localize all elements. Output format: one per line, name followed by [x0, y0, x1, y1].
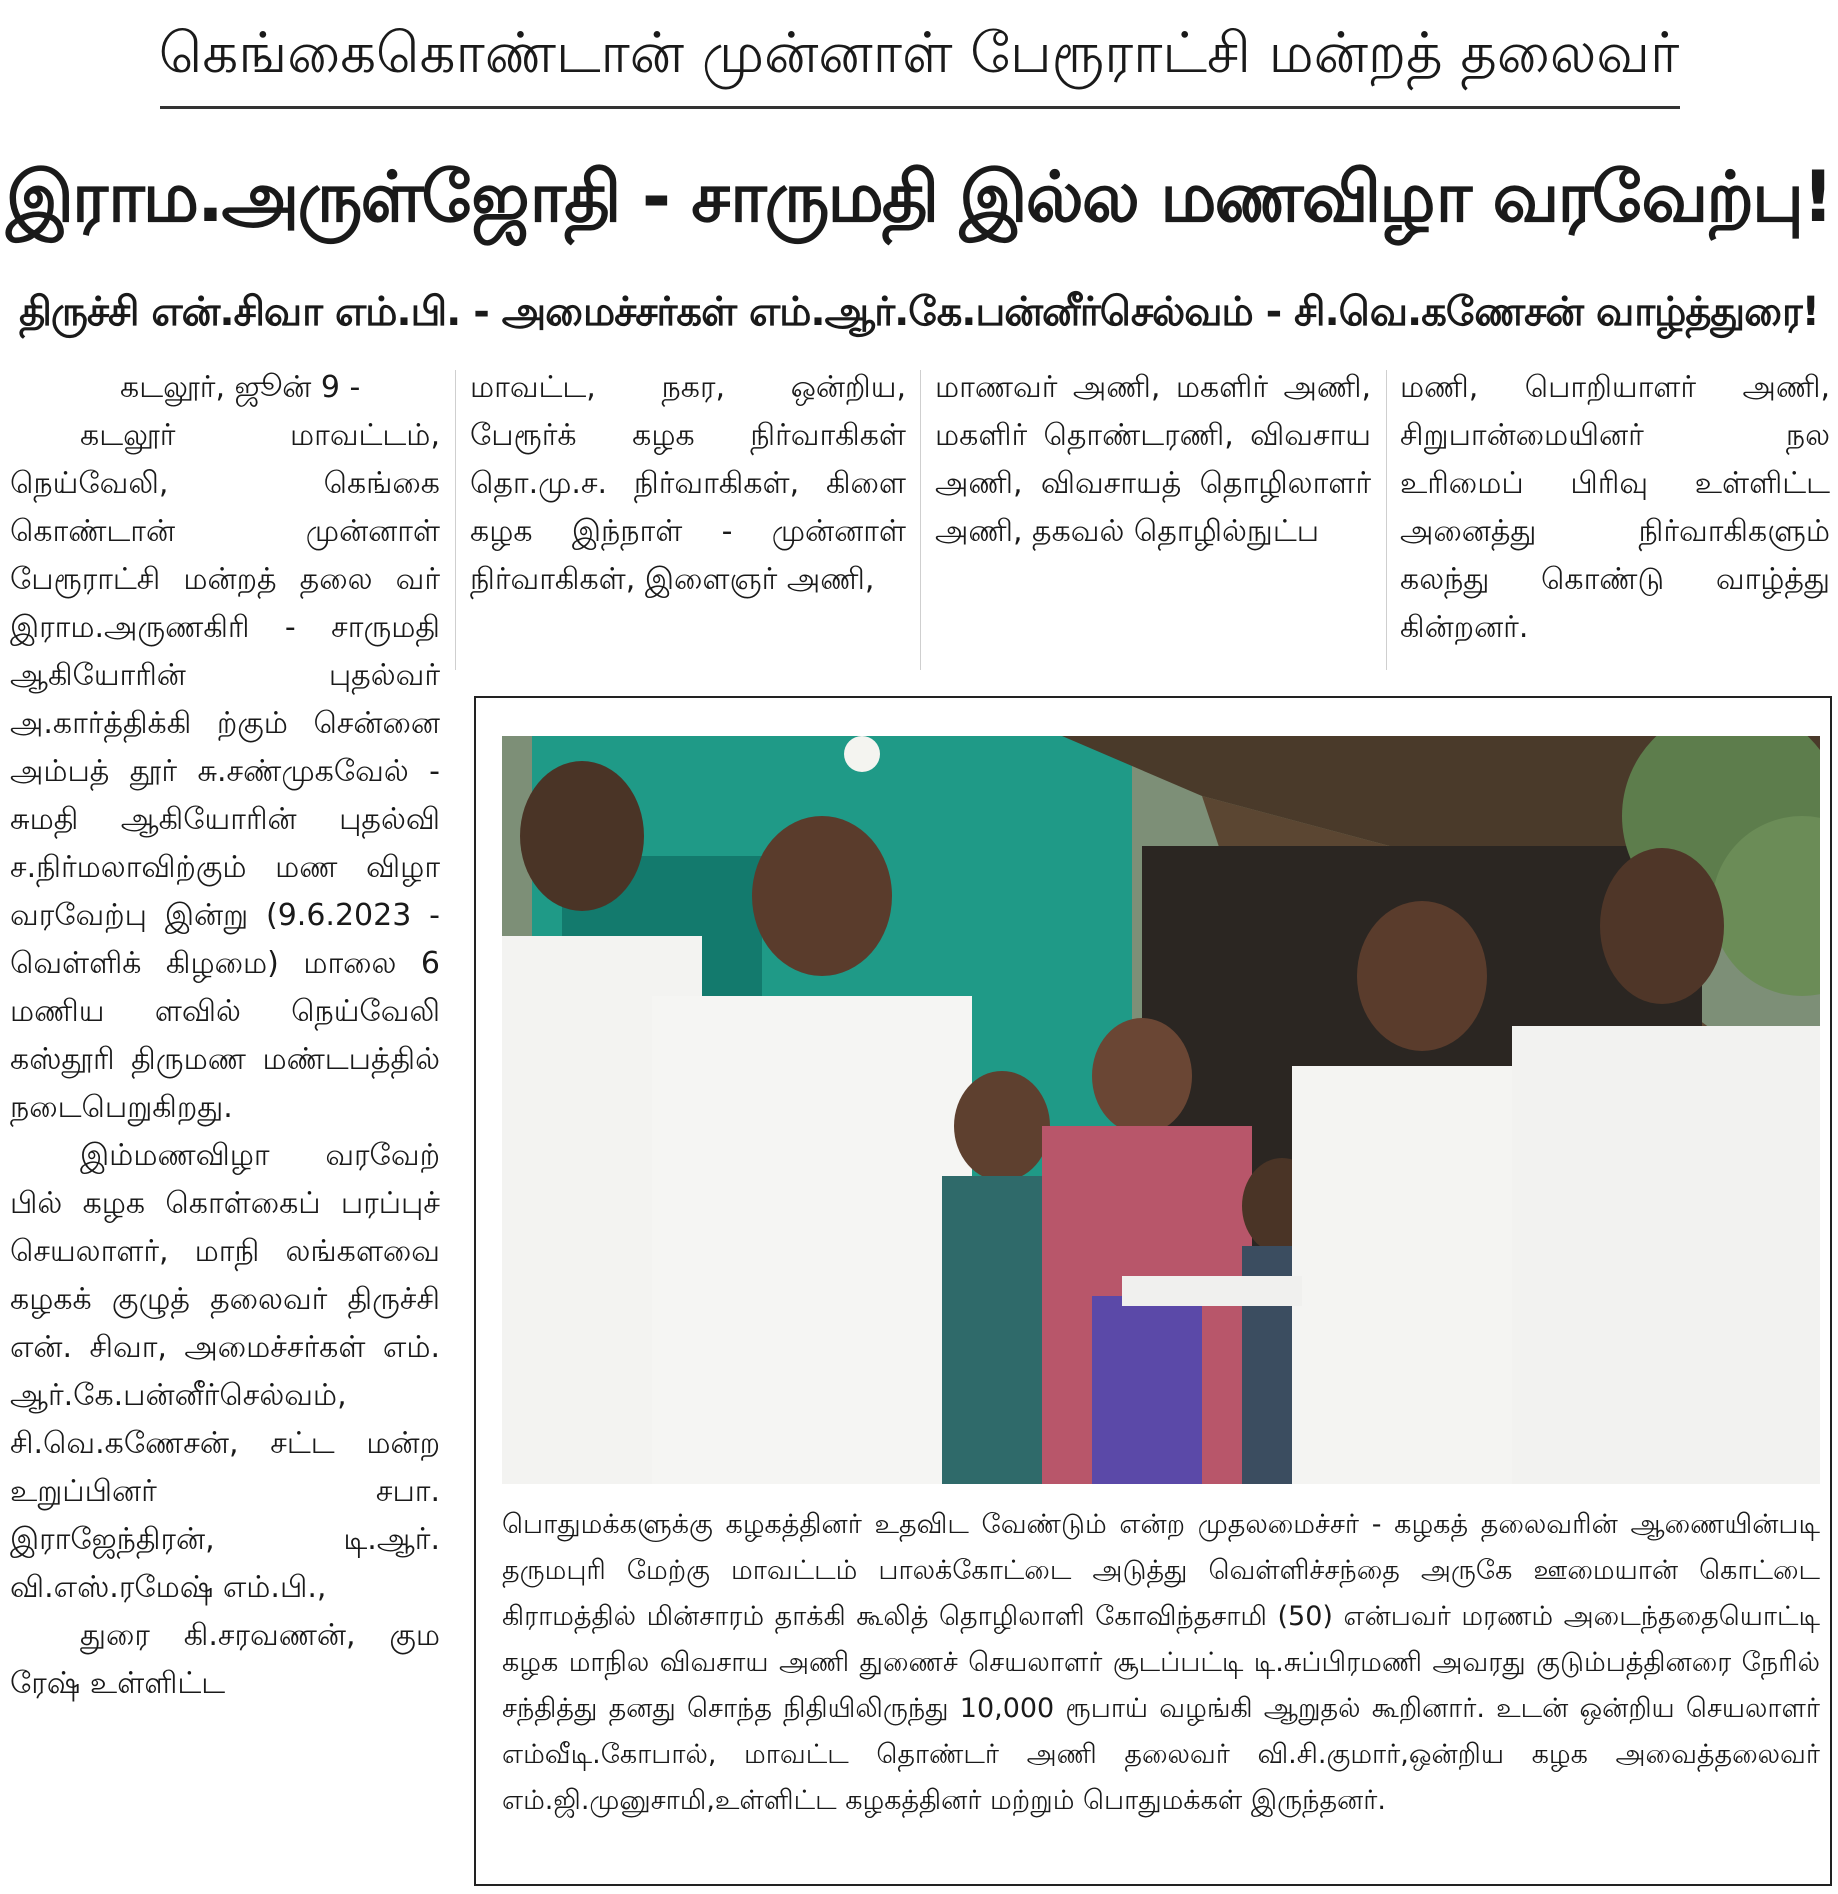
photo-caption	[502, 1502, 1820, 1872]
article-column-1	[10, 364, 440, 1884]
article-paragraph-3: துரை கி.சரவணன், கும ரேஷ் உள்ளிட்ட	[10, 1618, 440, 1701]
column-divider	[1386, 370, 1387, 670]
article-paragraph-1: கடலூர் மாவட்டம், நெய்வேலி, கெங்கை கொண்டான் முன்னாள் பேரூராட்சி மன்றத் தலை வர் இராம.அருணகிரி - சாருமதி ஆகியோரின் புதல்வர் அ.கார்த்திக்கி ற்கும் சென்னை அம்பத் தூர் சு.சண்முகவேல் - சுமதி ஆகியோரின் புதல்வி ச.நிர்மலாவிற்கும் மண விழா வரவேற்பு இன்று (9.6.2023 - வெள்ளிக் கிழமை) மாலை 6 மணிய ளவில் நெய்வேலி கஸ்தூரி திருமண மண்டபத்தில் நடைபெறுகிறது.	[10, 418, 440, 1125]
headline: இராம.அருள்ஜோதி - சாருமதி இல்ல மணவிழா வரவேற்பு!	[5, 156, 1833, 238]
column-divider	[455, 370, 456, 670]
news-photo	[502, 736, 1820, 1484]
kicker-rule	[160, 106, 1680, 109]
article-column-2	[470, 364, 906, 664]
subheadline: திருச்சி என்.சிவா எம்.பி. - அமைச்சர்கள் எம்.ஆர்.கே.பன்னீர்செல்வம் - சி.வெ.கணேசன் வாழ்த்துரை!	[19, 289, 1819, 335]
article-dateline: கடலூர், ஜூன் 9 -	[120, 370, 361, 405]
photo-caption-text: பொதுமக்களுக்கு கழகத்தினர் உதவிட வேண்டும் என்ற முதலமைச்சர் - கழகத் தலைவரின் ஆணையின்படி தருமபுரி மேற்கு மாவட்டம் பாலக்கோட்டை அடுத்து வெள்ளிச்சந்தை அருகே ஊமையான் கொட்டை கிராமத்தில் மின்சாரம் தாக்கி கூலித் தொழிலாளி கோவிந்தசாமி (50) என்பவர் மரணம் அடைந்ததையொட்டி கழக மாநில விவசாய அணி துணைச் செயலாளர் சூடப்பட்டி டி.சுப்பிரமணி அவரது குடும்பத்தினரை நேரில் சந்தித்து தனது சொந்த நிதியிலிருந்து 10,000 ரூபாய் வழங்கி ஆறுதல் கூறினார். உடன் ஒன்றிய செயலாளர் எம்வீடி.கோபால், மாவட்ட தொண்டர் அணி தலைவர் வி.சி.குமார்,ஒன்றிய கழக அவைத்தலைவர் எம்.ஜி.முனுசாமி,உள்ளிட்ட கழகத்தினர் மற்றும் பொதுமக்கள் இருந்தனர்.	[502, 1509, 1820, 1816]
article-column-2-text: மாவட்ட, நகர, ஒன்றிய, பேரூர்க் கழக நிர்வாகிகள் தொ.மு.ச. நிர்வாகிகள், கிளை கழக இந்நாள் - முன்னாள் நிர்வாகிகள், இளைஞர் அணி,	[470, 370, 906, 597]
article-column-3-text: மாணவர் அணி, மகளிர் அணி, மகளிர் தொண்டரணி, விவசாய அணி, விவசாயத் தொழிலாளர் அணி, தகவல் தொழில்நுட்ப	[935, 370, 1371, 549]
article-column-3	[935, 364, 1371, 664]
article-column-4-text: மணி, பொறியாளர் அணி, சிறுபான்மையினர் நல உரிமைப் பிரிவு உள்ளிட்ட அனைத்து நிர்வாகிகளும் கலந்து கொண்டு வாழ்த்து கின்றனர்.	[1400, 370, 1830, 645]
column-divider	[920, 370, 921, 670]
article-column-4	[1400, 364, 1830, 664]
kicker-title: கெங்கைகொண்டான் முன்னாள் பேரூராட்சி மன்றத் தலைவர்	[158, 21, 1680, 86]
article-paragraph-2: இம்மணவிழா வரவேற் பில் கழக கொள்கைப் பரப்புச் செயலாளர், மாநி லங்களவை கழகக் குழுத் தலைவர் திருச்சி என். சிவா, அமைச்சர்கள் எம். ஆர்.கே.பன்னீர்செல்வம், சி.வெ.கணேசன், சட்ட மன்ற உறுப்பினர் சபா. இராஜேந்திரன், டி.ஆர். வி.எஸ்.ரமேஷ் எம்.பி.,	[10, 1138, 440, 1605]
